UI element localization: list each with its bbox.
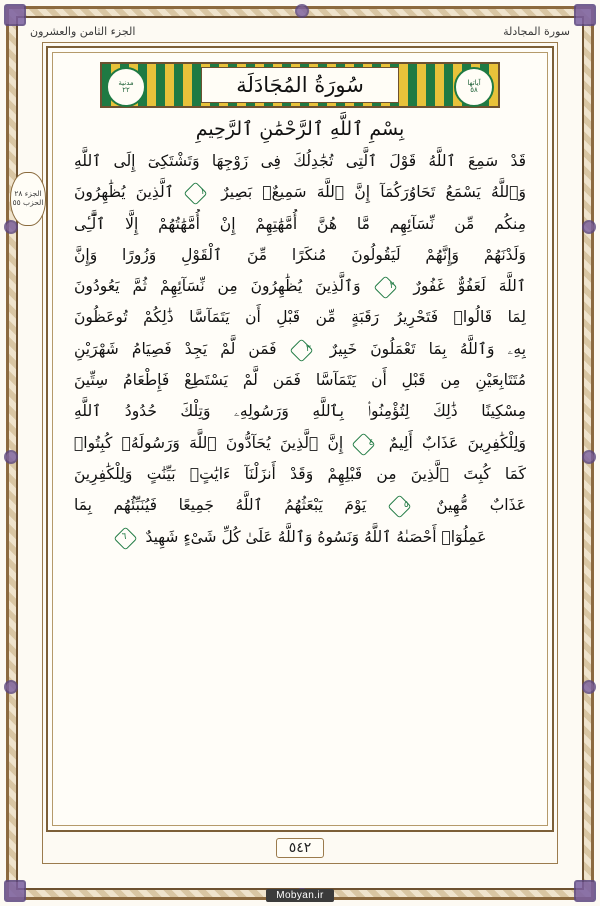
- surah-revelation-medallion: [106, 67, 146, 107]
- corner-ornament-top-right: [574, 4, 596, 26]
- surah-ayah-count-line1: آياتها: [467, 78, 481, 87]
- ayah-line-text: مُتَتَابِعَيْنِ مِن قَبْلِ أَن يَتَمَآسَّا فَمَن لَّمْ يَسْتَطِعْ فَإِطْعَامُ سِتِّينَ: [74, 371, 526, 390]
- ayah-number: ١: [200, 187, 206, 198]
- ayah-line-text: لِمَا قَالُوا۟ فَتَحْرِيرُ رَقَبَةٍ مِّن قَبْلِ أَن يَتَمَآسَّا ذَٰلِكُمْ تُوعَظُونَ: [74, 308, 526, 327]
- ayah-line: [74, 302, 526, 333]
- ayah-line: [74, 522, 526, 553]
- surah-revelation-line1: مدنية: [118, 78, 134, 87]
- ayah-line: [74, 365, 526, 396]
- ayah-line-text: مِنكُم مِّن نِّسَآئِهِم مَّا هُنَّ أُمَّهَٰتِهِمْ إِنْ أُمَّهَٰتُهُمْ إِلَّا ٱلَّٰٓـِٔى: [74, 214, 526, 233]
- ayah-line-text: عَذَابٌ مُّهِينٌ: [436, 496, 526, 515]
- surah-ayah-count-medallion: [454, 67, 494, 107]
- ayah-number: ٦: [121, 531, 127, 542]
- ayah-number: ٥: [403, 500, 409, 511]
- ayah-line-tail: وَٱلَّذِينَ يُظَٰهِرُونَ مِن نِّسَآئِهِمْ ثُمَّ يَعُودُونَ: [74, 277, 361, 296]
- juz-hizb-medallion: [10, 172, 46, 226]
- ayah-line-text: قَدْ سَمِعَ ٱللَّهُ قَوْلَ ٱلَّتِى تُجَٰدِلُكَ فِى زَوْجِهَا وَتَشْتَكِىٓ إِلَى ٱللَّهِ: [74, 152, 526, 170]
- page-number: ٥٤٢: [276, 838, 325, 858]
- edge-ornament-right-3: [582, 680, 596, 694]
- footer-brand-label: Mobyan.ir: [266, 889, 334, 902]
- juz-medallion-line2: الحزب ٥٥: [12, 198, 44, 207]
- basmala-text: بِسْمِ ٱللَّهِ ٱلرَّحْمَٰنِ ٱلرَّحِيمِ: [195, 118, 405, 140]
- ayah-line: [74, 490, 526, 521]
- ayah-line-tail: يَوْمَ يَبْعَثُهُمُ ٱللَّهُ جَمِيعًا فَيُنَبِّئُهُم بِمَا: [74, 496, 367, 515]
- edge-ornament-left-3: [4, 680, 18, 694]
- footer-brand-container: [0, 883, 600, 902]
- ayah-lines: [48, 144, 552, 553]
- juz-label: الجزء الثامن والعشرون: [30, 24, 136, 38]
- ayah-line: [74, 271, 526, 302]
- edge-ornament-left-1: [4, 220, 18, 234]
- ayah-number-marker: [377, 278, 398, 295]
- ayah-number-marker: [293, 341, 314, 358]
- ayah-line: [74, 177, 526, 208]
- ayah-line: [74, 428, 526, 459]
- surah-title-banner: [100, 62, 500, 108]
- surah-label: سورة المجادلة: [503, 24, 570, 38]
- ayah-line-tail: فَمَن لَّمْ يَجِدْ فَصِيَامُ شَهْرَيْنِ: [74, 339, 277, 358]
- ayah-line: [74, 146, 526, 177]
- surah-ayah-count-line2: ٥٨: [470, 86, 478, 94]
- edge-ornament-right-1: [582, 220, 596, 234]
- surah-title: سُورَةُ المُجَادَلَة: [236, 73, 364, 97]
- corner-ornament-top-left: [4, 4, 26, 26]
- ayah-number-marker: [391, 497, 412, 514]
- page-number-container: [0, 837, 600, 858]
- ayah-line-text: كَمَا كُبِتَ ٱلَّذِينَ مِن قَبْلِهِمْ وَقَدْ أَنزَلْنَآ ءَايَٰتٍۭ بَيِّنَٰتٍ وَلِلْكَٰفِرِينَ: [74, 464, 526, 483]
- ayah-line-text: مِسْكِينًا ذَٰلِكَ لِتُؤْمِنُوا۟ بِٱللَّهِ وَرَسُولِهِۦ وَتِلْكَ حُدُودُ ٱللَّهِ: [74, 402, 526, 421]
- ayah-line-tail: ٱلَّذِينَ يُظَٰهِرُونَ: [74, 183, 174, 202]
- ayah-number-marker: [117, 529, 138, 546]
- ayah-line-text: بِهِۦ وَٱللَّهُ بِمَا تَعْمَلُونَ خَبِيرٌ: [329, 339, 526, 358]
- ayah-number: ٢: [389, 281, 395, 292]
- edge-ornament-left-2: [4, 450, 18, 464]
- ayah-line-text: وَلِلْكَٰفِرِينَ عَذَابٌ أَلِيمٌ: [388, 433, 526, 452]
- edge-ornament-top: [295, 4, 309, 18]
- ayah-line: [74, 396, 526, 427]
- ayah-line-text: ٱللَّهَ لَعَفُوٌّ غَفُورٌ: [413, 277, 526, 296]
- ayah-line: [74, 334, 526, 365]
- ayah-number-marker: [355, 435, 376, 452]
- surah-title-plate: [201, 67, 399, 103]
- ayah-line: [74, 240, 526, 271]
- ayah-number-marker: [187, 184, 208, 201]
- juz-medallion-line1: الجزء ٢٨: [14, 189, 42, 199]
- edge-ornament-right-2: [582, 450, 596, 464]
- ayah-line-text: وَلَدْنَهُمْ وَإِنَّهُمْ لَيَقُولُونَ مُنكَرًا مِّنَ ٱلْقَوْلِ وَزُورًا وَإِنَّ: [74, 245, 526, 264]
- ayah-line: [74, 459, 526, 490]
- ayah-number: ٤: [368, 437, 374, 448]
- ayah-line: [74, 209, 526, 240]
- text-body: [46, 46, 554, 832]
- surah-revelation-line2: ٢٢: [122, 86, 130, 94]
- ayah-line-tail: إِنَّ ٱلَّذِينَ يُحَآدُّونَ ٱللَّهَ وَرَسُولَهُۥ كُبِتُوا۟: [74, 433, 344, 452]
- ayah-line-text: عَمِلُوٓا۟ أَحْصَىٰهُ ٱللَّهُ وَنَسُوهُ وَٱللَّهُ عَلَىٰ كُلِّ شَىْءٍ شَهِيدٌ: [145, 527, 487, 546]
- ayah-number: ٣: [305, 343, 311, 354]
- page-header: [30, 20, 570, 42]
- ayah-line-text: وَٱللَّهُ يَسْمَعُ تَحَاوُرَكُمَآ إِنَّ ٱللَّهَ سَمِيعٌۢ بَصِيرٌ: [221, 183, 526, 202]
